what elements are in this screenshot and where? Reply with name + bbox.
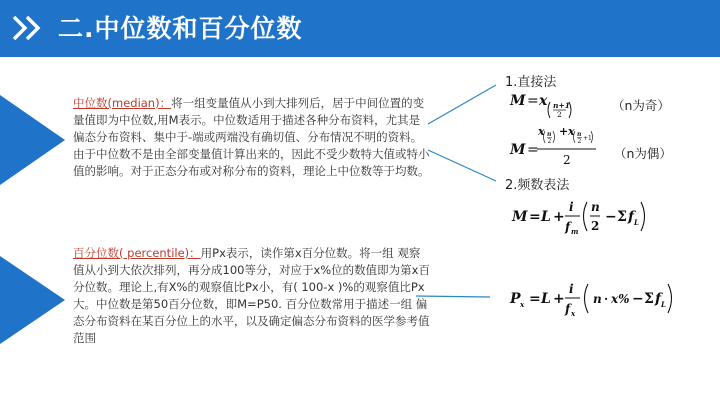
- svg-text:L: L: [661, 300, 666, 309]
- svg-text:L: L: [541, 291, 551, 307]
- svg-text:−: −: [632, 291, 644, 307]
- svg-text:M: M: [510, 142, 526, 158]
- page-title: 二.中位数和百分位数: [58, 14, 303, 43]
- svg-text:M: M: [510, 93, 526, 109]
- svg-text:n: n: [577, 131, 582, 138]
- svg-text:x: x: [538, 125, 545, 138]
- svg-text:n+1: n+1: [553, 101, 570, 110]
- percentile-text: 用Px表示，读作第x百分位数。将一组 观察值从小到大依次排列，再分成100等分，对应于x%位的数值即为第x百分位数。理论上,有X%的观察值比Px小，有( 100-x )%的观察值比Px大。中位数是第50百分位数，即M=P50. 百分位数常用于描述一组 偏态分布资料在某百分位上的水平，以及确定偏态分布资料的医学参考值范围: [73, 246, 430, 345]
- median-even-formula: [508, 122, 608, 172]
- svg-text:n: n: [593, 292, 602, 306]
- svg-text:x: x: [539, 93, 548, 109]
- direct-method-label: 1.直接法: [505, 75, 557, 90]
- svg-text:−: −: [605, 209, 617, 225]
- svg-text:=: =: [527, 93, 539, 109]
- svg-text:·: ·: [604, 292, 609, 306]
- svg-text:=: =: [529, 209, 541, 225]
- svg-text:L: L: [541, 209, 551, 225]
- connector-line-percentile: [416, 296, 490, 297]
- svg-text:2: 2: [591, 219, 600, 233]
- connector-line-median-direct: [428, 85, 496, 124]
- svg-text:x: x: [568, 125, 575, 138]
- odd-label: （n为奇）: [612, 98, 670, 113]
- svg-text:x: x: [520, 300, 525, 309]
- svg-text:2: 2: [557, 110, 562, 119]
- connector-line-median-freq: [428, 150, 496, 181]
- svg-text:f: f: [655, 291, 662, 307]
- svg-text:m: m: [571, 227, 579, 236]
- svg-text:n: n: [591, 200, 600, 214]
- svg-text:2: 2: [577, 138, 582, 145]
- svg-text:+: +: [553, 291, 565, 307]
- svg-text:i: i: [569, 200, 574, 214]
- percentile-term: 百分位数( percentile)：: [73, 246, 201, 260]
- svg-text:P: P: [510, 291, 521, 307]
- svg-text:Σ: Σ: [617, 209, 627, 225]
- percentile-formula: [508, 276, 688, 322]
- svg-text:M: M: [512, 209, 528, 225]
- median-odd-formula: [508, 88, 608, 124]
- svg-text:L: L: [634, 218, 639, 227]
- svg-text:2: 2: [563, 153, 571, 167]
- svg-text:x: x: [571, 309, 576, 318]
- svg-text:+: +: [553, 209, 565, 225]
- svg-text:Σ: Σ: [644, 291, 654, 307]
- svg-text:f: f: [565, 220, 571, 234]
- frequency-method-label: 2.频数表法: [505, 178, 570, 193]
- svg-text:x%: x%: [611, 292, 630, 306]
- svg-text:+: +: [559, 125, 569, 138]
- svg-text:=: =: [527, 142, 539, 158]
- even-label: （n为偶）: [614, 146, 672, 161]
- svg-text:f: f: [628, 209, 635, 225]
- svg-text:f: f: [565, 302, 571, 316]
- median-term: 中位数(median)：: [73, 96, 172, 110]
- svg-text:=: =: [529, 291, 541, 307]
- svg-text:i: i: [569, 282, 574, 296]
- svg-text:n: n: [547, 131, 552, 138]
- median-text: 将一组变量值从小到大排列后，居于中间位置的变量值即为中位数,用M表示。中位数适用于描述各种分布资料，尤其是偏态分布资料、集中于-端或两端没有确切值、分布情况不明的资料。由于中位数不是由全部变量值计算出来的，因此不受少数特大值或特小值的影响。对于正态分布或对称分布的资料，理论上中位数等于均数。: [73, 96, 430, 178]
- svg-text:+1: +1: [583, 135, 592, 142]
- svg-text:2: 2: [547, 138, 552, 145]
- frequency-median-formula: [510, 194, 670, 240]
